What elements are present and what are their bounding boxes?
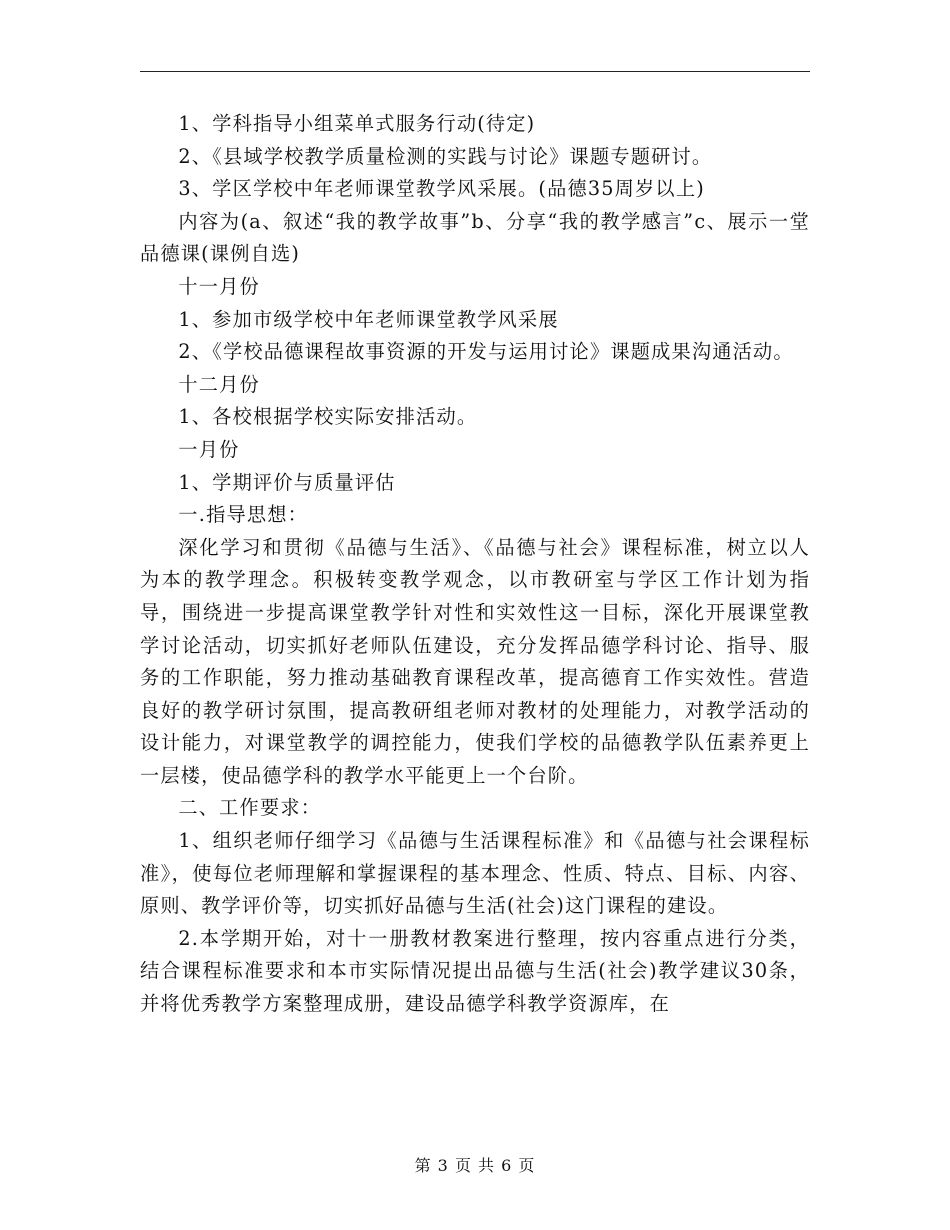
month-heading: 十二月份 (178, 372, 260, 396)
paragraph: 2.本学期开始，对十一册教材教案进行整理，按内容重点进行分类，结合课程标准要求和本市实际情况提出品德与生活(社会)教学建议30条，并将优秀教学方案整理成册，建设品德学科教学资源库，在 (140, 926, 810, 1016)
paragraph: 2、《学校品德课程故事资源的开发与运用讨论》课题成果沟通活动。 (178, 340, 794, 364)
paragraph: 1、学科指导小组菜单式服务行动(待定) (178, 112, 536, 135)
page-number: 第 3 页 共 6 页 (414, 1156, 536, 1175)
paragraph: 1、学期评价与质量评估 (178, 470, 396, 494)
section-heading: 一.指导思想： (178, 503, 309, 527)
paragraph: 内容为(a、叙述“我的教学故事”b、分享“我的教学感言”c、展示一堂品德课(课例自选) (140, 209, 810, 266)
month-heading: 一月份 (178, 437, 240, 461)
paragraph: 深化学习和贯彻《品德与生活》、《品德与社会》课程标准，树立以人为本的教学理念。积极转变教学观念，以市教研室与学区工作计划为指导，围绕进一步提高课堂教学针对性和实效性这一目标，深化开展课堂教学讨论活动，切实抓好老师队伍建设，充分发挥品德学科讨论、指导、服务的工作职能，努力推动基础教育课程改革，提高德育工作实效性。营造良好的教学研讨氛围，提高教研组老师对教材的处理能力，对教学活动的设计能力，对课堂教学的调控能力，使我们学校的品德教学队伍素养更上一层楼，使品德学科的教学水平能更上一个台阶。 (140, 535, 810, 787)
document-body (140, 108, 810, 1021)
paragraph: 2、《县域学校教学质量检测的实践与讨论》课题专题研讨。 (178, 144, 713, 168)
paragraph: 1、各校根据学校实际安排活动。 (178, 405, 478, 429)
paragraph: 1、组织老师仔细学习《品德与生活课程标准》和《品德与社会课程标准》，使每位老师理解和掌握课程的基本理念、性质、特点、目标、内容、原则、教学评价等，切实抓好品德与生活(社会)这门课程的建设。 (140, 829, 810, 918)
section-heading: 二、工作要求： (178, 796, 322, 820)
paragraph: 1、参加市级学校中年老师课堂教学风采展 (178, 307, 559, 331)
paragraph: 3、学区学校中年老师课堂教学风采展。(品德35周岁以上) (178, 177, 705, 201)
header-rule (140, 71, 810, 72)
month-heading: 十一月份 (178, 274, 260, 298)
